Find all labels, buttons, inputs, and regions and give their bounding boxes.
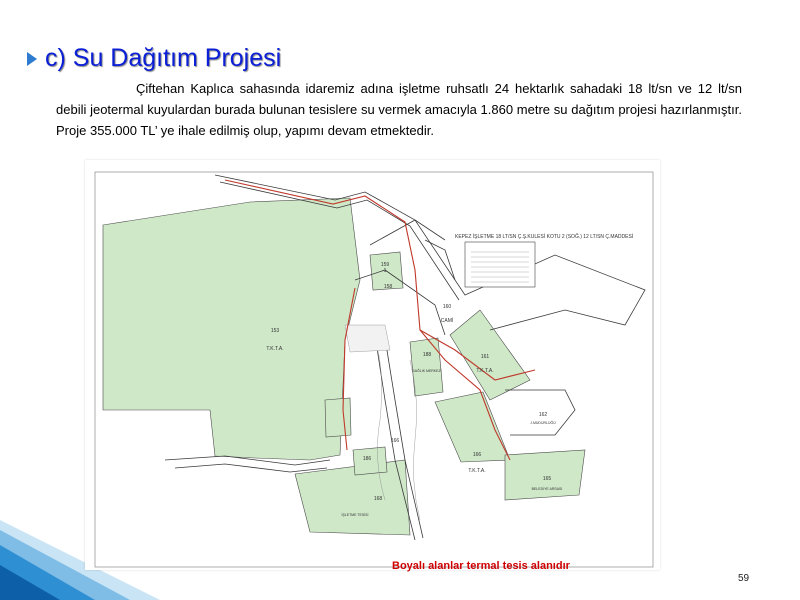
parcel-sub: 1 — [383, 268, 387, 274]
parcel-sub: BELEDİYE ARSASI — [531, 487, 563, 491]
title-bullet-icon — [27, 52, 37, 66]
page-number: 59 — [738, 573, 750, 584]
parcel-label: 153 — [270, 328, 280, 334]
slide-title: c) Su Dağıtım Projesi — [45, 44, 282, 72]
parcel-168-area — [295, 460, 410, 535]
parcel-sub: T.K.T.A. — [468, 468, 486, 474]
parcel-label: 186 — [362, 456, 372, 462]
parcel-label: 188 — [422, 352, 432, 358]
body-text: Çiftehan Kaplıca sahasında idaremiz adına işletme ruhsatlı 24 hektarlık sahadaki 18 lt/sn ve 12 lt/sn debili jeotermal kuyulardan burada bulunan tesislere su vermek amacıyla 1.860 metre su dağıtım projesi hazırlanmıştır. Proje 355.000 TL’ ye ihale edilmiş olup, yapımı devam etmektedir. — [56, 81, 742, 138]
map-legend — [465, 242, 535, 287]
parcel-label: 162 — [538, 412, 548, 418]
parcel-label: 159 — [380, 262, 390, 268]
parcel-165-area — [505, 450, 585, 500]
parcel-sub: İŞLETME TESİSİ — [341, 513, 369, 517]
parcel-sub: SAĞLIK MERKEZİ — [412, 369, 442, 373]
parcel-label: 166 — [390, 438, 400, 444]
parcel-153-area — [103, 198, 360, 460]
parcel-sub: T.K.T.A. — [266, 346, 284, 352]
body-paragraph — [56, 78, 742, 141]
map-caption: Boyalı alanlar termal tesis alanıdır — [392, 560, 570, 572]
site-plan-map — [85, 160, 660, 570]
parcel-label: 160 — [442, 304, 452, 310]
site-plan-drawing — [85, 160, 660, 570]
parcel-label: 158 — [383, 284, 393, 290]
parcel-label: 161 — [480, 354, 490, 360]
parcel-label: 168 — [373, 496, 383, 502]
parcel-sub: T.K.T.A. — [476, 368, 494, 374]
parcel-label: 165 — [542, 476, 552, 482]
legend-title: KEPEZ İŞLETME 18 LT/SN Ç.Ş.KULESİ KOTU 2 (SOĞ.) 12 LT/SN Ç.MADDESİ — [455, 234, 634, 240]
parcel-small-area — [325, 398, 351, 437]
parcel-sub: J.MÜDÜRLÜĞÜ — [530, 421, 556, 425]
parcel-label: 166 — [472, 452, 482, 458]
parcel-sub: CAMİ — [440, 318, 454, 324]
